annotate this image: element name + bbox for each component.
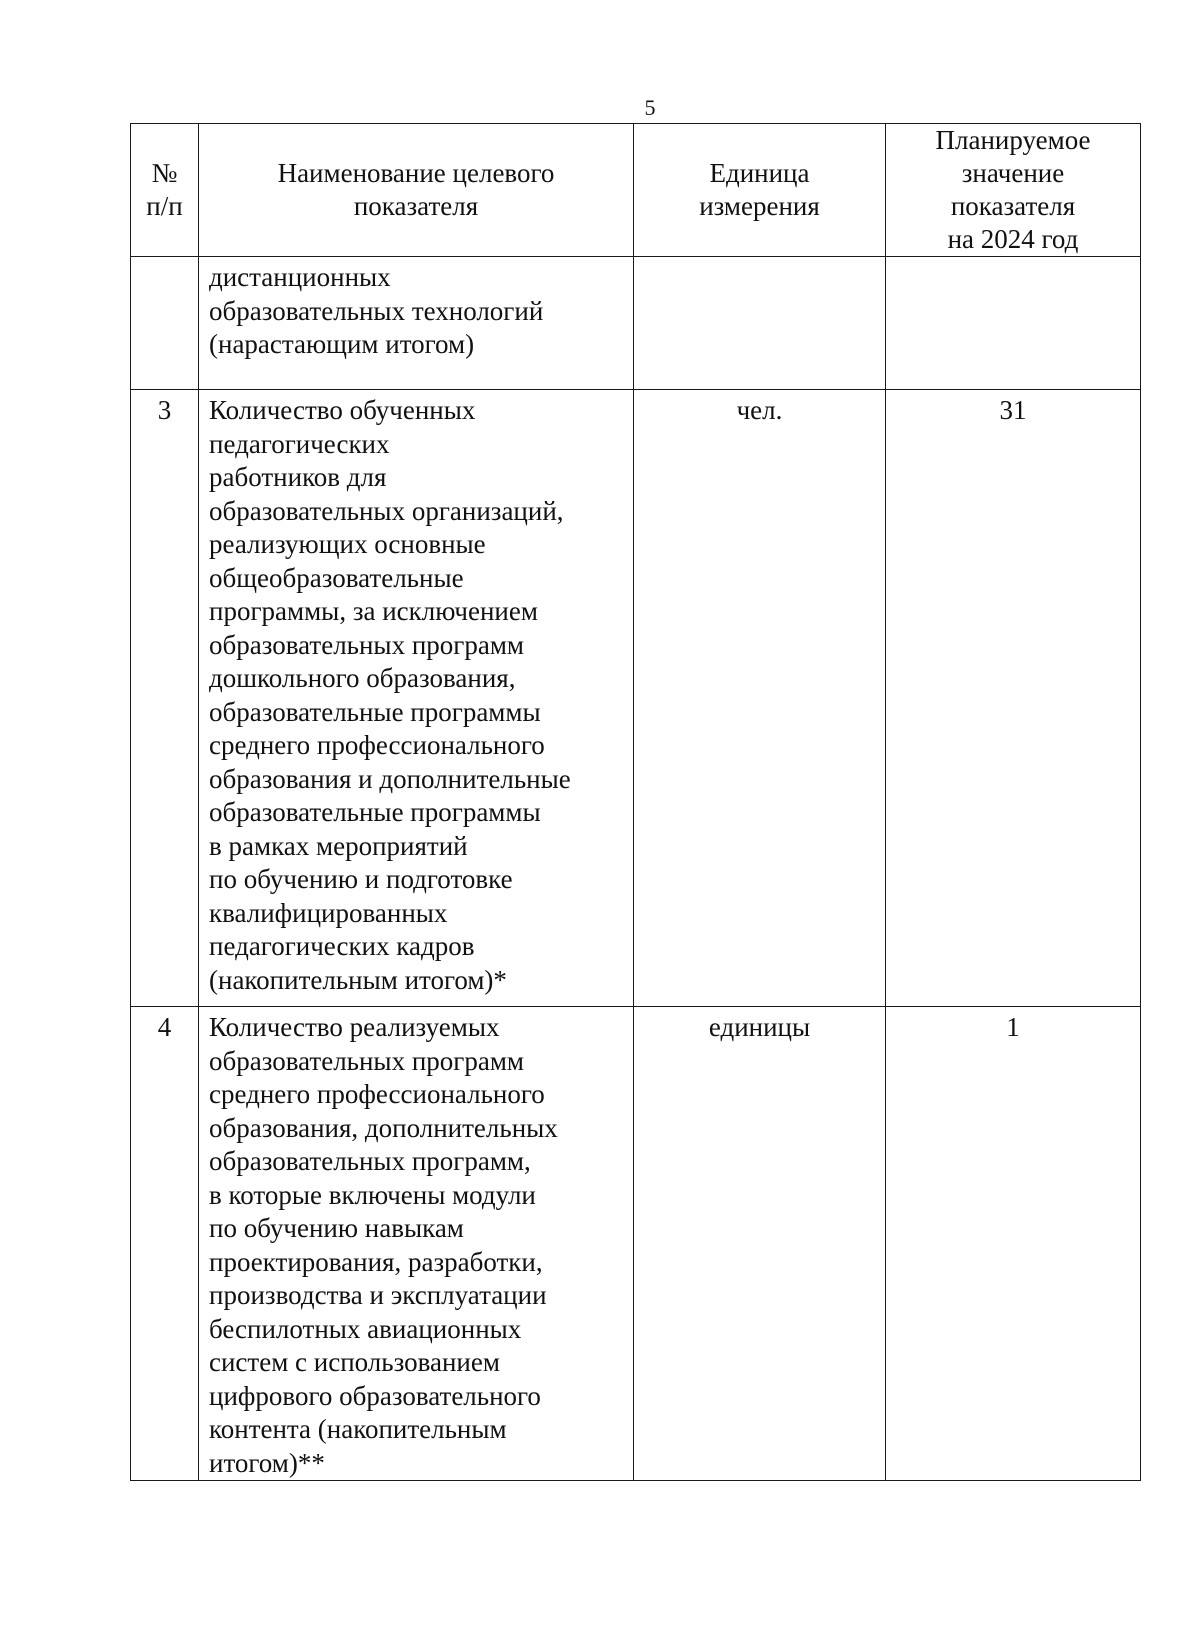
header-name-line: показателя: [353, 191, 479, 221]
planned-value-cell: 31: [886, 390, 1141, 1007]
indicator-name-line: общеобразовательные: [209, 562, 464, 593]
unit-cell: единицы: [634, 1007, 886, 1481]
indicator-name-line: среднего профессионального: [209, 1079, 545, 1109]
indicator-name-line: педагогических: [209, 428, 390, 459]
indicator-name-line: (нарастающим итогом): [209, 329, 475, 359]
indicator-name-line: по обучению навыкам: [209, 1213, 464, 1243]
indicator-name-line: программы, за исключением: [209, 596, 538, 626]
header-plan-line: значение: [961, 158, 1065, 188]
header-unit-line: измерения: [699, 191, 820, 221]
indicator-name-line: в которые включены модули: [209, 1179, 536, 1210]
row-number: 3: [131, 390, 199, 1007]
indicator-name: [199, 257, 634, 390]
indicator-name-line: систем с использованием: [209, 1347, 500, 1377]
indicator-name-line: среднего профессионального: [209, 730, 545, 760]
table-row: [131, 257, 1141, 390]
indicator-name-line: образовательных программ: [209, 1045, 524, 1076]
indicator-name-line: беспилотных авиационных: [209, 1313, 522, 1344]
indicator-name-line: дошкольного образования,: [209, 663, 516, 693]
indicator-name-line: образовательных технологий: [209, 295, 544, 326]
header-number-line: п/п: [146, 191, 183, 221]
header-unit: [634, 124, 886, 257]
page-number: 5: [644, 95, 656, 120]
indicator-name-line: образовательных организаций,: [209, 495, 564, 526]
indicator-name-line: контента (накопительным: [209, 1414, 507, 1444]
header-unit-line: Единица: [709, 158, 810, 188]
indicator-name-line: производства и эксплуатации: [209, 1280, 547, 1310]
indicator-name-line: дистанционных: [209, 262, 391, 292]
indicator-name: [199, 1007, 634, 1481]
indicator-name-line: реализующих основные: [209, 529, 486, 559]
unit-cell: [634, 257, 886, 390]
indicator-name-line: образовательных программ,: [209, 1146, 531, 1176]
indicator-name-line: в рамках мероприятий: [209, 830, 468, 861]
indicator-name-line: Количество обученных: [209, 395, 476, 425]
table-row: [131, 390, 1141, 1007]
indicator-name-line: работников для: [209, 462, 387, 492]
table-row: [131, 1007, 1141, 1481]
indicator-name-line: педагогических кадров: [209, 931, 475, 961]
unit-cell: чел.: [634, 390, 886, 1007]
indicator-name-line: образования и дополнительные: [209, 763, 571, 794]
indicator-name-line: итогом)**: [209, 1447, 325, 1478]
header-plan-line: показателя: [950, 191, 1076, 221]
header-planned-value: [886, 124, 1141, 257]
planned-value-cell: [886, 257, 1141, 390]
header-name-line: Наименование целевого: [277, 158, 555, 188]
indicator-name-line: по обучению и подготовке: [209, 864, 513, 894]
indicator-name-line: (накопительным итогом)*: [209, 964, 507, 995]
indicator-name-line: проектирования, разработки,: [209, 1246, 543, 1277]
row-number: [131, 257, 199, 390]
indicator-name-line: образовательные программы: [209, 696, 541, 727]
header-number-line: №: [151, 158, 178, 188]
indicator-name-line: цифрового образовательного: [209, 1380, 541, 1411]
indicator-name-line: образования, дополнительных: [209, 1112, 558, 1143]
indicator-name: [199, 390, 634, 1007]
indicator-name-line: образовательные программы: [209, 797, 541, 827]
header-plan-line: на 2024 год: [947, 224, 1079, 254]
indicator-name-line: квалифицированных: [209, 897, 448, 928]
header-plan-line: Планируемое: [935, 125, 1091, 155]
indicator-name-line: образовательных программ: [209, 629, 524, 660]
header-number: [131, 124, 199, 257]
indicator-name-line: Количество реализуемых: [209, 1012, 500, 1042]
row-number: 4: [131, 1007, 199, 1481]
indicators-table: [130, 123, 1141, 1481]
table-header-row: [131, 124, 1141, 257]
header-indicator-name: [199, 124, 634, 257]
planned-value-cell: 1: [886, 1007, 1141, 1481]
